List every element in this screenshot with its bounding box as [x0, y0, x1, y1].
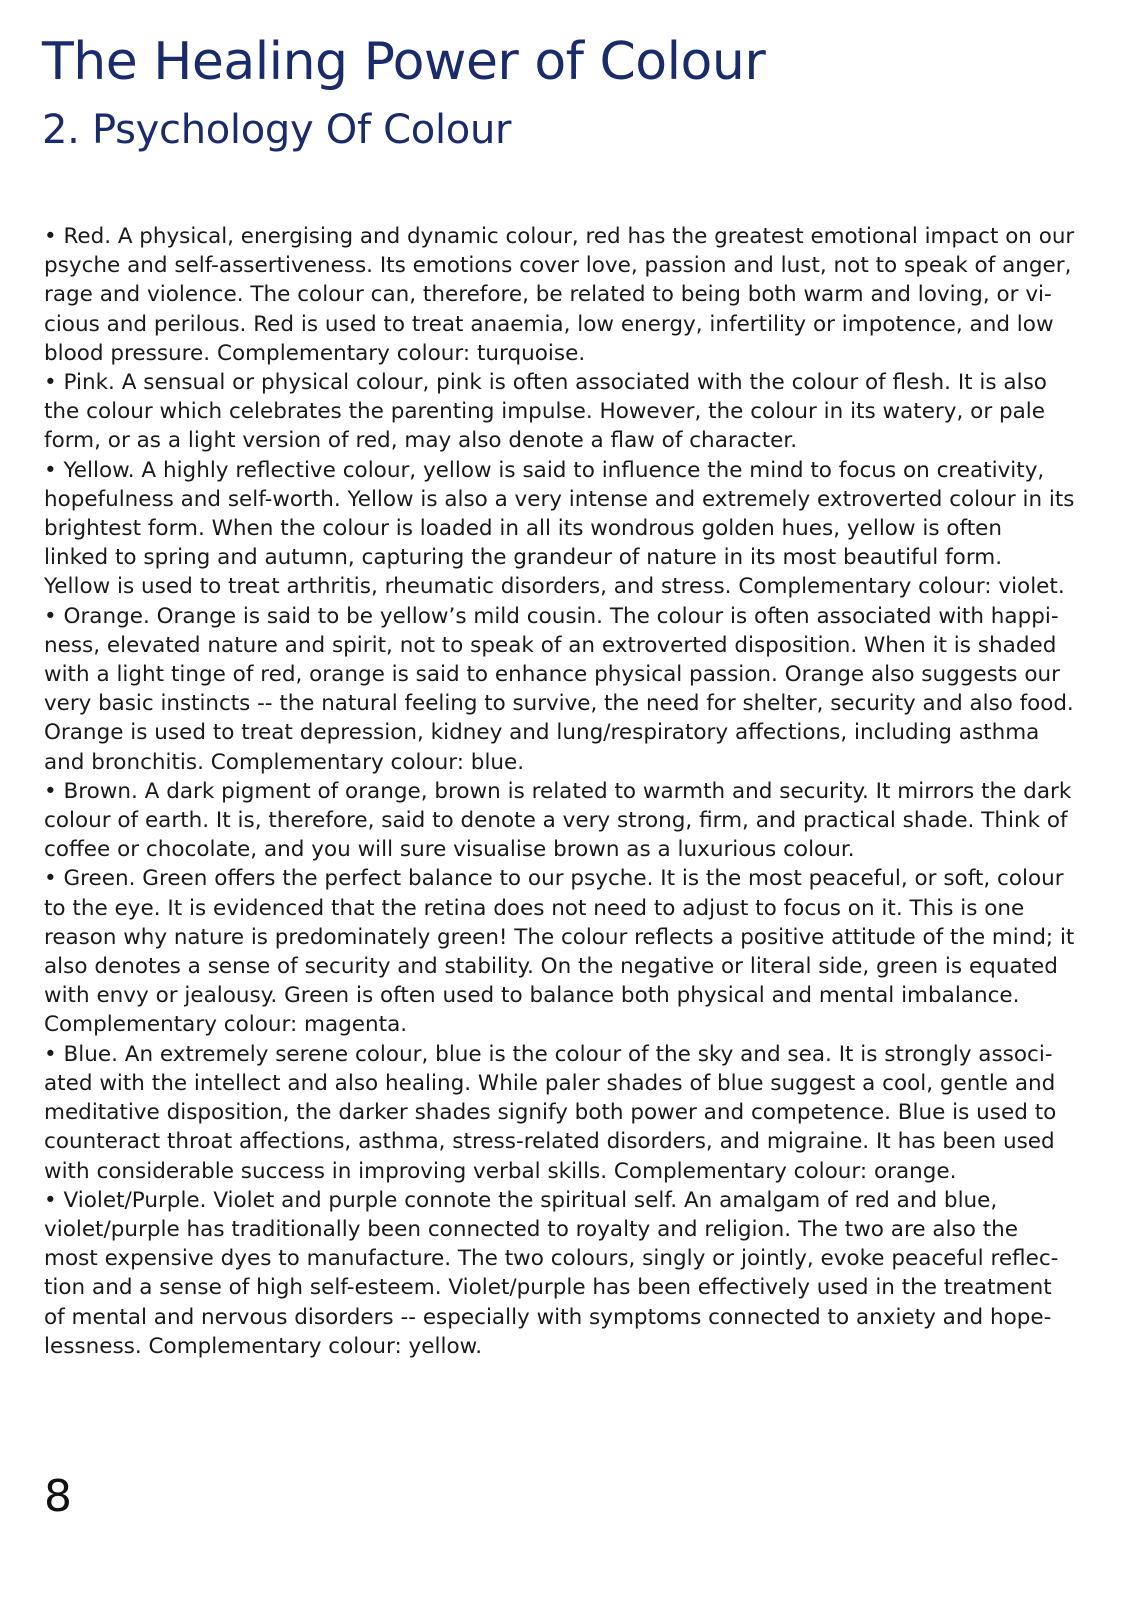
text-line: the colour which celebrates the parenting impulse. However, the colour in its watery, or pale — [44, 399, 1046, 425]
text-line: coffee or chocolate, and you will sure visualise brown as a luxurious colour. — [44, 837, 855, 863]
text-line: • Yellow. A highly reflective colour, yellow is said to influence the mind to focus on creativity, — [44, 457, 1045, 483]
colour-paragraph — [44, 222, 1074, 368]
text-line: with envy or jealousy. Green is often used to balance both physical and mental imbalance. — [44, 983, 1020, 1009]
text-line: reason why nature is predominately green! The colour reflects a positive attitude of the mind; it — [44, 924, 1075, 950]
text-line: of mental and nervous disorders -- especially with symptoms connected to anxiety and hope- — [44, 1304, 1052, 1330]
text-line: form, or as a light version of red, may also denote a flaw of character. — [44, 428, 798, 454]
body-text — [44, 222, 1074, 1361]
text-line: violet/purple has traditionally been connected to royalty and religion. The two are also the — [44, 1216, 1019, 1242]
colour-paragraph — [44, 777, 1074, 865]
text-line: Orange is used to treat depression, kidney and lung/respiratory affections, including asthma — [44, 720, 1040, 746]
colour-paragraph — [44, 368, 1074, 456]
text-line: linked to spring and autumn, capturing the grandeur of nature in its most beautiful form. — [44, 545, 1003, 571]
text-line: • Red. A physical, energising and dynamic colour, red has the greatest emotional impact on our — [44, 224, 1075, 249]
text-line: with considerable success in improving verbal skills. Complementary colour: orange. — [44, 1158, 957, 1184]
colour-paragraph — [44, 864, 1074, 1039]
text-line: also denotes a sense of security and stability. On the negative or literal side, green is equated — [44, 954, 1058, 980]
text-line: colour of earth. It is, therefore, said to denote a very strong, firm, and practical shade. Think of — [44, 808, 1068, 834]
text-line: • Violet/Purple. Violet and purple connote the spiritual self. An amalgam of red and blue, — [44, 1187, 998, 1213]
text-line: blood pressure. Complementary colour: turquoise. — [44, 340, 586, 366]
text-line: hopefulness and self-worth. Yellow is also a very intense and extremely extroverted colour in its — [44, 486, 1075, 512]
text-line: rage and violence. The colour can, therefore, be related to being both warm and loving, or vi- — [44, 282, 1052, 308]
text-line: ness, elevated nature and spirit, not to speak of an extroverted disposition. When it is shaded — [44, 632, 1057, 658]
text-line: psyche and self-assertiveness. Its emotions cover love, passion and lust, not to speak of anger, — [44, 253, 1072, 279]
text-line: lessness. Complementary colour: yellow. — [44, 1333, 483, 1359]
text-line: • Blue. An extremely serene colour, blue is the colour of the sky and sea. It is strongly associ- — [44, 1041, 1053, 1067]
text-line: • Brown. A dark pigment of orange, brown is related to warmth and security. It mirrors the dark — [44, 778, 1072, 804]
text-line: brightest form. When the colour is loaded in all its wondrous golden hues, yellow is often — [44, 516, 1003, 542]
text-line: Complementary colour: magenta. — [44, 1012, 408, 1038]
text-line: ated with the intellect and also healing. While paler shades of blue suggest a cool, gentle and — [44, 1070, 1056, 1096]
text-line: very basic instincts -- the natural feeling to survive, the need for shelter, security and also food. — [44, 691, 1074, 717]
text-line: most expensive dyes to manufacture. The two colours, singly or jointly, evoke peaceful reflec- — [44, 1246, 1059, 1272]
colour-paragraph — [44, 456, 1074, 602]
text-line: counteract throat affections, asthma, stress-related disorders, and migraine. It has been used — [44, 1129, 1055, 1155]
colour-paragraph — [44, 1186, 1074, 1361]
text-line: and bronchitis. Complementary colour: blue. — [44, 749, 525, 775]
colour-paragraph — [44, 1040, 1074, 1186]
colour-paragraph — [44, 602, 1074, 777]
text-line: • Pink. A sensual or physical colour, pink is often associated with the colour of flesh. It is also — [44, 370, 1047, 396]
text-line: • Green. Green offers the perfect balance to our psyche. It is the most peaceful, or soft, colour — [44, 866, 1064, 892]
text-line: meditative disposition, the darker shades signify both power and competence. Blue is used to — [44, 1100, 1057, 1126]
text-line: to the eye. It is evidenced that the retina does not need to adjust to focus on it. This is one — [44, 895, 1025, 921]
page-number: 8 — [44, 1471, 72, 1522]
text-line: cious and perilous. Red is used to treat anaemia, low energy, infertility or impotence, and low — [44, 311, 1054, 337]
section-heading: 2. Psychology Of Colour — [42, 107, 512, 153]
text-line: Yellow is used to treat arthritis, rheumatic disorders, and stress. Complementary colour: violet. — [44, 574, 1065, 600]
page-title: The Healing Power of Colour — [42, 32, 766, 92]
text-line: with a light tinge of red, orange is said to enhance physical passion. Orange also suggests our — [44, 662, 1060, 688]
text-line: tion and a sense of high self-esteem. Violet/purple has been effectively used in the treatment — [44, 1275, 1052, 1301]
text-line: • Orange. Orange is said to be yellow’s mild cousin. The colour is often associated with happi- — [44, 603, 1059, 629]
